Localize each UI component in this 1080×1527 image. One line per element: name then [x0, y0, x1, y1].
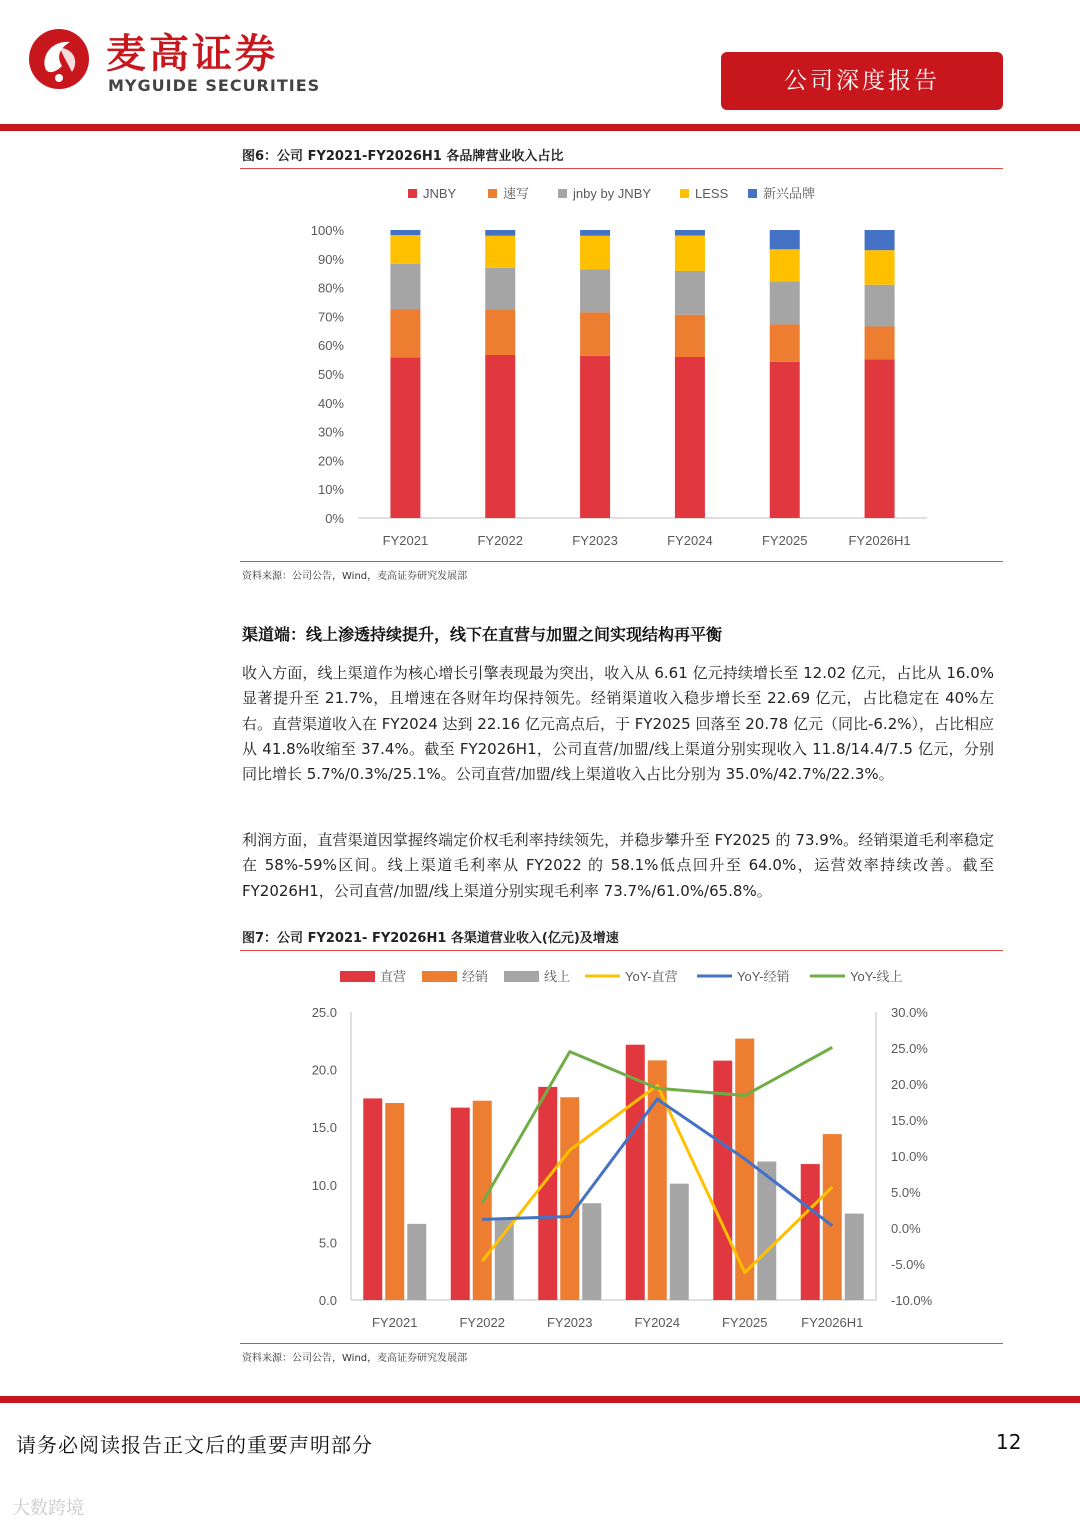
bar-segment	[580, 230, 610, 236]
brand-share-chart	[240, 172, 1003, 558]
y-tick-label: 10%	[317, 482, 344, 498]
bar-segment	[675, 271, 705, 315]
bar-segment	[485, 236, 515, 268]
channel-revenue-chart	[240, 955, 1003, 1340]
bar-segment	[675, 230, 705, 235]
y-left-tick-label: 25.0	[311, 1005, 337, 1020]
bar-segment	[485, 268, 515, 309]
legend-label: 速写	[503, 186, 530, 201]
bar-segment	[390, 309, 420, 357]
legend-swatch	[422, 971, 457, 982]
y-tick-label: 60%	[317, 338, 344, 354]
x-tick-label: FY2023	[546, 1315, 593, 1330]
figure7-bottom-rule	[240, 1343, 1003, 1344]
bar	[385, 1103, 404, 1300]
bar-segment	[580, 236, 610, 269]
x-tick-label: FY2022	[459, 1315, 506, 1330]
legend-label: YoY-经销	[737, 969, 790, 984]
bar-segment	[865, 285, 895, 327]
y-tick-label: 20%	[317, 453, 344, 469]
x-tick-label: FY2026H1	[848, 533, 911, 548]
figure7-source: 资料来源：公司公告，Wind，麦高证券研究发展部	[242, 1353, 468, 1364]
page-header	[0, 0, 1080, 132]
y-left-tick-label: 5.0	[318, 1235, 337, 1251]
bar-segment	[390, 235, 420, 264]
bar-segment	[770, 362, 800, 518]
paragraph-profit: 利润方面，直营渠道因掌握终端定价权毛利率持续领先，并稳步攀升至 FY2025 的 73.9%。经销渠道毛利率稳定在 58%-59%区间。线上渠道毛利率从 FY2022 的 58.1%低点回升至 64.0%，运营效率持续改善。截至 FY2026H1，公司直营/加盟/线上渠道分别实现毛利率 73.7%/61.0%/65.8%。	[242, 831, 994, 900]
legend-label: 直营	[380, 969, 407, 984]
bar	[451, 1108, 470, 1300]
y-right-tick-label: 10.0%	[891, 1149, 928, 1164]
bar	[363, 1098, 382, 1300]
legend-label: 经销	[462, 969, 489, 984]
bar-segment	[770, 230, 800, 249]
bar-segment	[865, 230, 895, 250]
bar-segment	[390, 264, 420, 310]
y-tick-label: 0%	[325, 511, 344, 526]
x-tick-label: FY2021	[371, 1315, 418, 1330]
bar-segment	[580, 269, 610, 312]
legend-swatch	[558, 189, 567, 198]
y-left-tick-label: 0.0	[318, 1293, 337, 1308]
bar-segment	[485, 230, 515, 236]
x-tick-label: FY2024	[634, 1315, 681, 1330]
x-tick-label: FY2022	[477, 533, 524, 548]
bar-segment	[770, 249, 800, 281]
y-left-tick-label: 10.0	[311, 1177, 337, 1193]
bar-segment	[485, 355, 515, 518]
bar-segment	[770, 281, 800, 324]
figure7-title: 图7：公司 FY2021- FY2026H1 各渠道营业收入(亿元)及增速	[242, 931, 619, 946]
bar-segment	[580, 312, 610, 355]
y-left-tick-label: 15.0	[311, 1120, 337, 1136]
paragraph-revenue: 收入方面，线上渠道作为核心增长引擎表现最为突出，收入从 6.61 亿元持续增长至 12.02 亿元，占比从 16.0%显著提升至 21.7%，且增速在各财年均保持领先。经销渠道收入稳步增长至 22.69 亿元，占比稳定在 40%左右。直营渠道收入在 FY2024 达到 22.16 亿元高点后，于 FY2025 回落至 20.78 亿元（同比-6.2%），占比相应从 41.8%收缩至 37.4%。截至 FY2026H1，公司直营/加盟/线上渠道分别实现收入 11.8/14.4/7.5 亿元，分别同比增长 5.7%/0.3%/25.1%。公司直营/加盟/线上渠道收入占比分别为 35.0%/42.7%/22.3%。	[242, 664, 994, 784]
bar	[823, 1134, 842, 1300]
legend-label: 新兴品牌	[763, 186, 816, 201]
footer-divider	[0, 1396, 1080, 1403]
legend-swatch	[680, 189, 689, 198]
bar-segment	[580, 356, 610, 518]
bar-segment	[390, 357, 420, 518]
y-tick-label: 50%	[317, 367, 344, 382]
figure6-bottom-rule	[240, 561, 1003, 562]
report-type-badge: 公司深度报告	[721, 52, 1003, 110]
legend-label: YoY-线上	[850, 969, 903, 984]
y-tick-label: 100%	[310, 223, 344, 238]
bar	[713, 1061, 732, 1300]
bar-segment	[390, 230, 420, 235]
x-tick-label: FY2026H1	[801, 1315, 864, 1330]
bar	[845, 1214, 864, 1300]
legend-swatch	[504, 971, 539, 982]
y-right-tick-label: 0.0%	[891, 1221, 921, 1236]
legend-swatch	[488, 189, 497, 198]
section-heading: 渠道端：线上渗透持续提升，线下在直营与加盟之间实现结构再平衡	[242, 625, 723, 644]
y-right-tick-label: -10.0%	[891, 1293, 933, 1308]
footer-disclaimer: 请务必阅读报告正文后的重要声明部分	[16, 1433, 373, 1457]
legend-swatch	[748, 189, 757, 198]
bar-segment	[675, 235, 705, 270]
y-right-tick-label: -5.0%	[891, 1257, 925, 1272]
bar-segment	[485, 309, 515, 355]
bar-segment	[865, 326, 895, 359]
bar	[407, 1224, 426, 1300]
header-divider	[0, 124, 1080, 131]
legend-label: jnby by JNBY	[573, 186, 652, 201]
bar	[560, 1097, 579, 1300]
legend-label: 线上	[544, 969, 571, 984]
figure6-source: 资料来源：公司公告，Wind，麦高证券研究发展部	[242, 571, 468, 582]
legend-swatch	[340, 971, 375, 982]
y-right-tick-label: 20.0%	[891, 1077, 928, 1092]
x-tick-label: FY2024	[667, 533, 713, 548]
figure7-top-rule	[240, 950, 1003, 951]
page-number: 12	[996, 1430, 1022, 1454]
y-right-tick-label: 5.0%	[891, 1185, 921, 1200]
figure6-top-rule	[240, 168, 1003, 169]
x-tick-label: FY2021	[382, 533, 429, 548]
y-right-tick-label: 25.0%	[891, 1041, 928, 1056]
bar	[582, 1203, 601, 1300]
bar-segment	[675, 357, 705, 518]
bar	[801, 1164, 820, 1300]
bar-segment	[675, 315, 705, 357]
x-tick-label: FY2023	[572, 533, 618, 548]
y-tick-label: 90%	[317, 251, 344, 267]
bar	[538, 1087, 557, 1300]
bar-segment	[865, 359, 895, 518]
y-right-tick-label: 30.0%	[891, 1005, 928, 1020]
y-tick-label: 70%	[317, 309, 344, 325]
y-tick-label: 30%	[317, 424, 344, 440]
y-tick-label: 80%	[317, 280, 344, 296]
bar	[670, 1184, 689, 1300]
brand-name-en: MYGUIDE SECURITIES	[108, 76, 321, 95]
bar-segment	[770, 324, 800, 361]
bar-segment	[865, 250, 895, 285]
y-tick-label: 40%	[317, 395, 344, 411]
brand-name-cn: 麦高证券	[106, 31, 278, 77]
legend-label: JNBY	[423, 186, 457, 201]
myguide-logo-icon	[26, 26, 92, 92]
watermark-text: 大数跨境	[12, 1498, 84, 1519]
x-tick-label: FY2025	[761, 533, 808, 548]
legend-label: LESS	[695, 186, 729, 201]
y-left-tick-label: 20.0	[311, 1062, 337, 1078]
y-right-tick-label: 15.0%	[891, 1113, 928, 1128]
x-tick-label: FY2025	[721, 1315, 768, 1330]
legend-label: YoY-直营	[625, 969, 678, 984]
legend-swatch	[408, 189, 417, 198]
figure6-title: 图6：公司 FY2021-FY2026H1 各品牌营业收入占比	[242, 149, 564, 164]
